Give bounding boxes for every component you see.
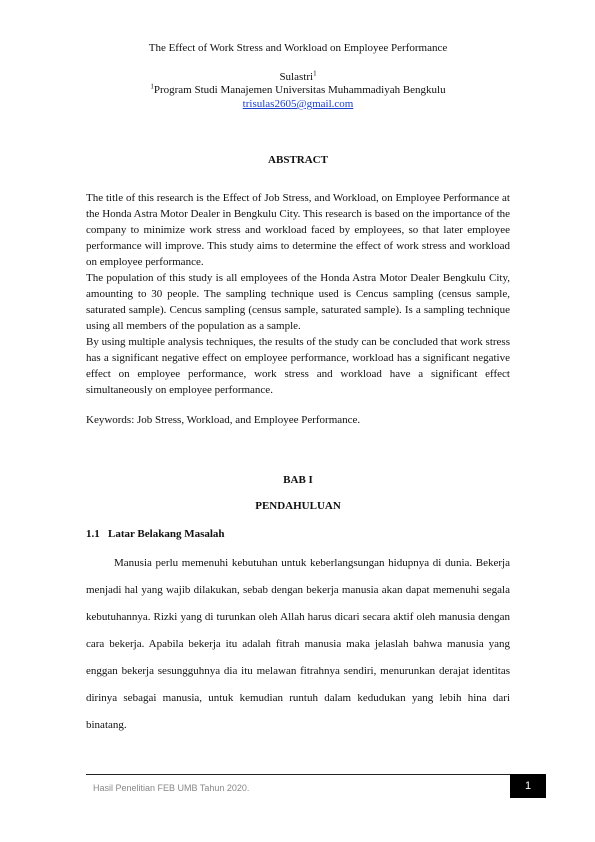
author-email bbox=[86, 98, 510, 110]
paper-title: The Effect of Work Stress and Workload on Employee Performance bbox=[148, 42, 448, 54]
footer-divider bbox=[86, 774, 510, 775]
section-number: 1.1 bbox=[86, 528, 100, 540]
author-name: Sulastri$^1$ bbox=[279, 69, 317, 83]
abstract-paragraph: The title of this research is the Effect of Job Stress, and Workload, on Employee Performance at the Honda Astra Motor Dealer in Bengkulu City. This research is based on the importance of the company to minimize work stress and workload faced by employees, so that later employee performance will improve. This study aims to determine the effect of work stress and workload on employee performance. bbox=[86, 192, 511, 268]
abstract-paragraph: By using multiple analysis techniques, the results of the study can be concluded that work stress has a significant negative effect on employee performance, workload has a significant negative effect on employee performance, work stress and workload have a significant effect simultaneously on employee performance. bbox=[86, 336, 510, 396]
section-title: Latar Belakang Masalah bbox=[108, 528, 225, 540]
abstract-body bbox=[86, 190, 510, 398]
page-number: 1 bbox=[510, 774, 546, 798]
email-link[interactable]: trisulas2605@gmail.com bbox=[242, 98, 354, 110]
affiliation-superscript: 1 bbox=[150, 82, 154, 91]
footer-text: Hasil Penelitian FEB UMB Tahun 2020. bbox=[93, 783, 250, 793]
body-paragraph: Manusia perlu memenuhi kebutuhan untuk keberlangsungan hidupnya di dunia. Bekerja menjadi hal yang wajib dilakukan, sebab dengan bekerja manusia akan dapat memenuhi segala kebutuhannya. Rizki yang di turunkan oleh Allah harus dicari secara aktif oleh manusia dengan cara bekerja. Apabila bekerja itu adalah fitrah manusia maka jelaslah bahwa manusia yang enggan bekerja sesungguhnya dia itu melawan fitrahnya sendiri, menurunkan derajat identitas dirinya sebagai manusia, untuk kemudian runtuh dalam kedudukan yang lebih hina dari binatang. bbox=[86, 557, 510, 731]
chapter-label: BAB I bbox=[283, 474, 313, 486]
abstract-heading: ABSTRACT bbox=[268, 154, 328, 166]
chapter-title: PENDAHULUAN bbox=[255, 500, 341, 512]
author-affiliation: $^1$Program Studi Manajemen Universitas Muhammadiyah Bengkulu bbox=[150, 82, 446, 96]
section-heading bbox=[86, 528, 510, 540]
author-superscript: 1 bbox=[313, 69, 317, 78]
abstract-paragraph: The population of this study is all employees of the Honda Astra Motor Dealer Bengkulu City, amounting to 30 people. The sampling technique used is Cencus sampling (census sample, saturated sample). Cencus sampling (census sample, saturated sample). Is a sampling technique using all members of the population as a sample. bbox=[86, 272, 510, 332]
keywords: Keywords: Job Stress, Workload, and Employee Performance. bbox=[86, 414, 361, 426]
